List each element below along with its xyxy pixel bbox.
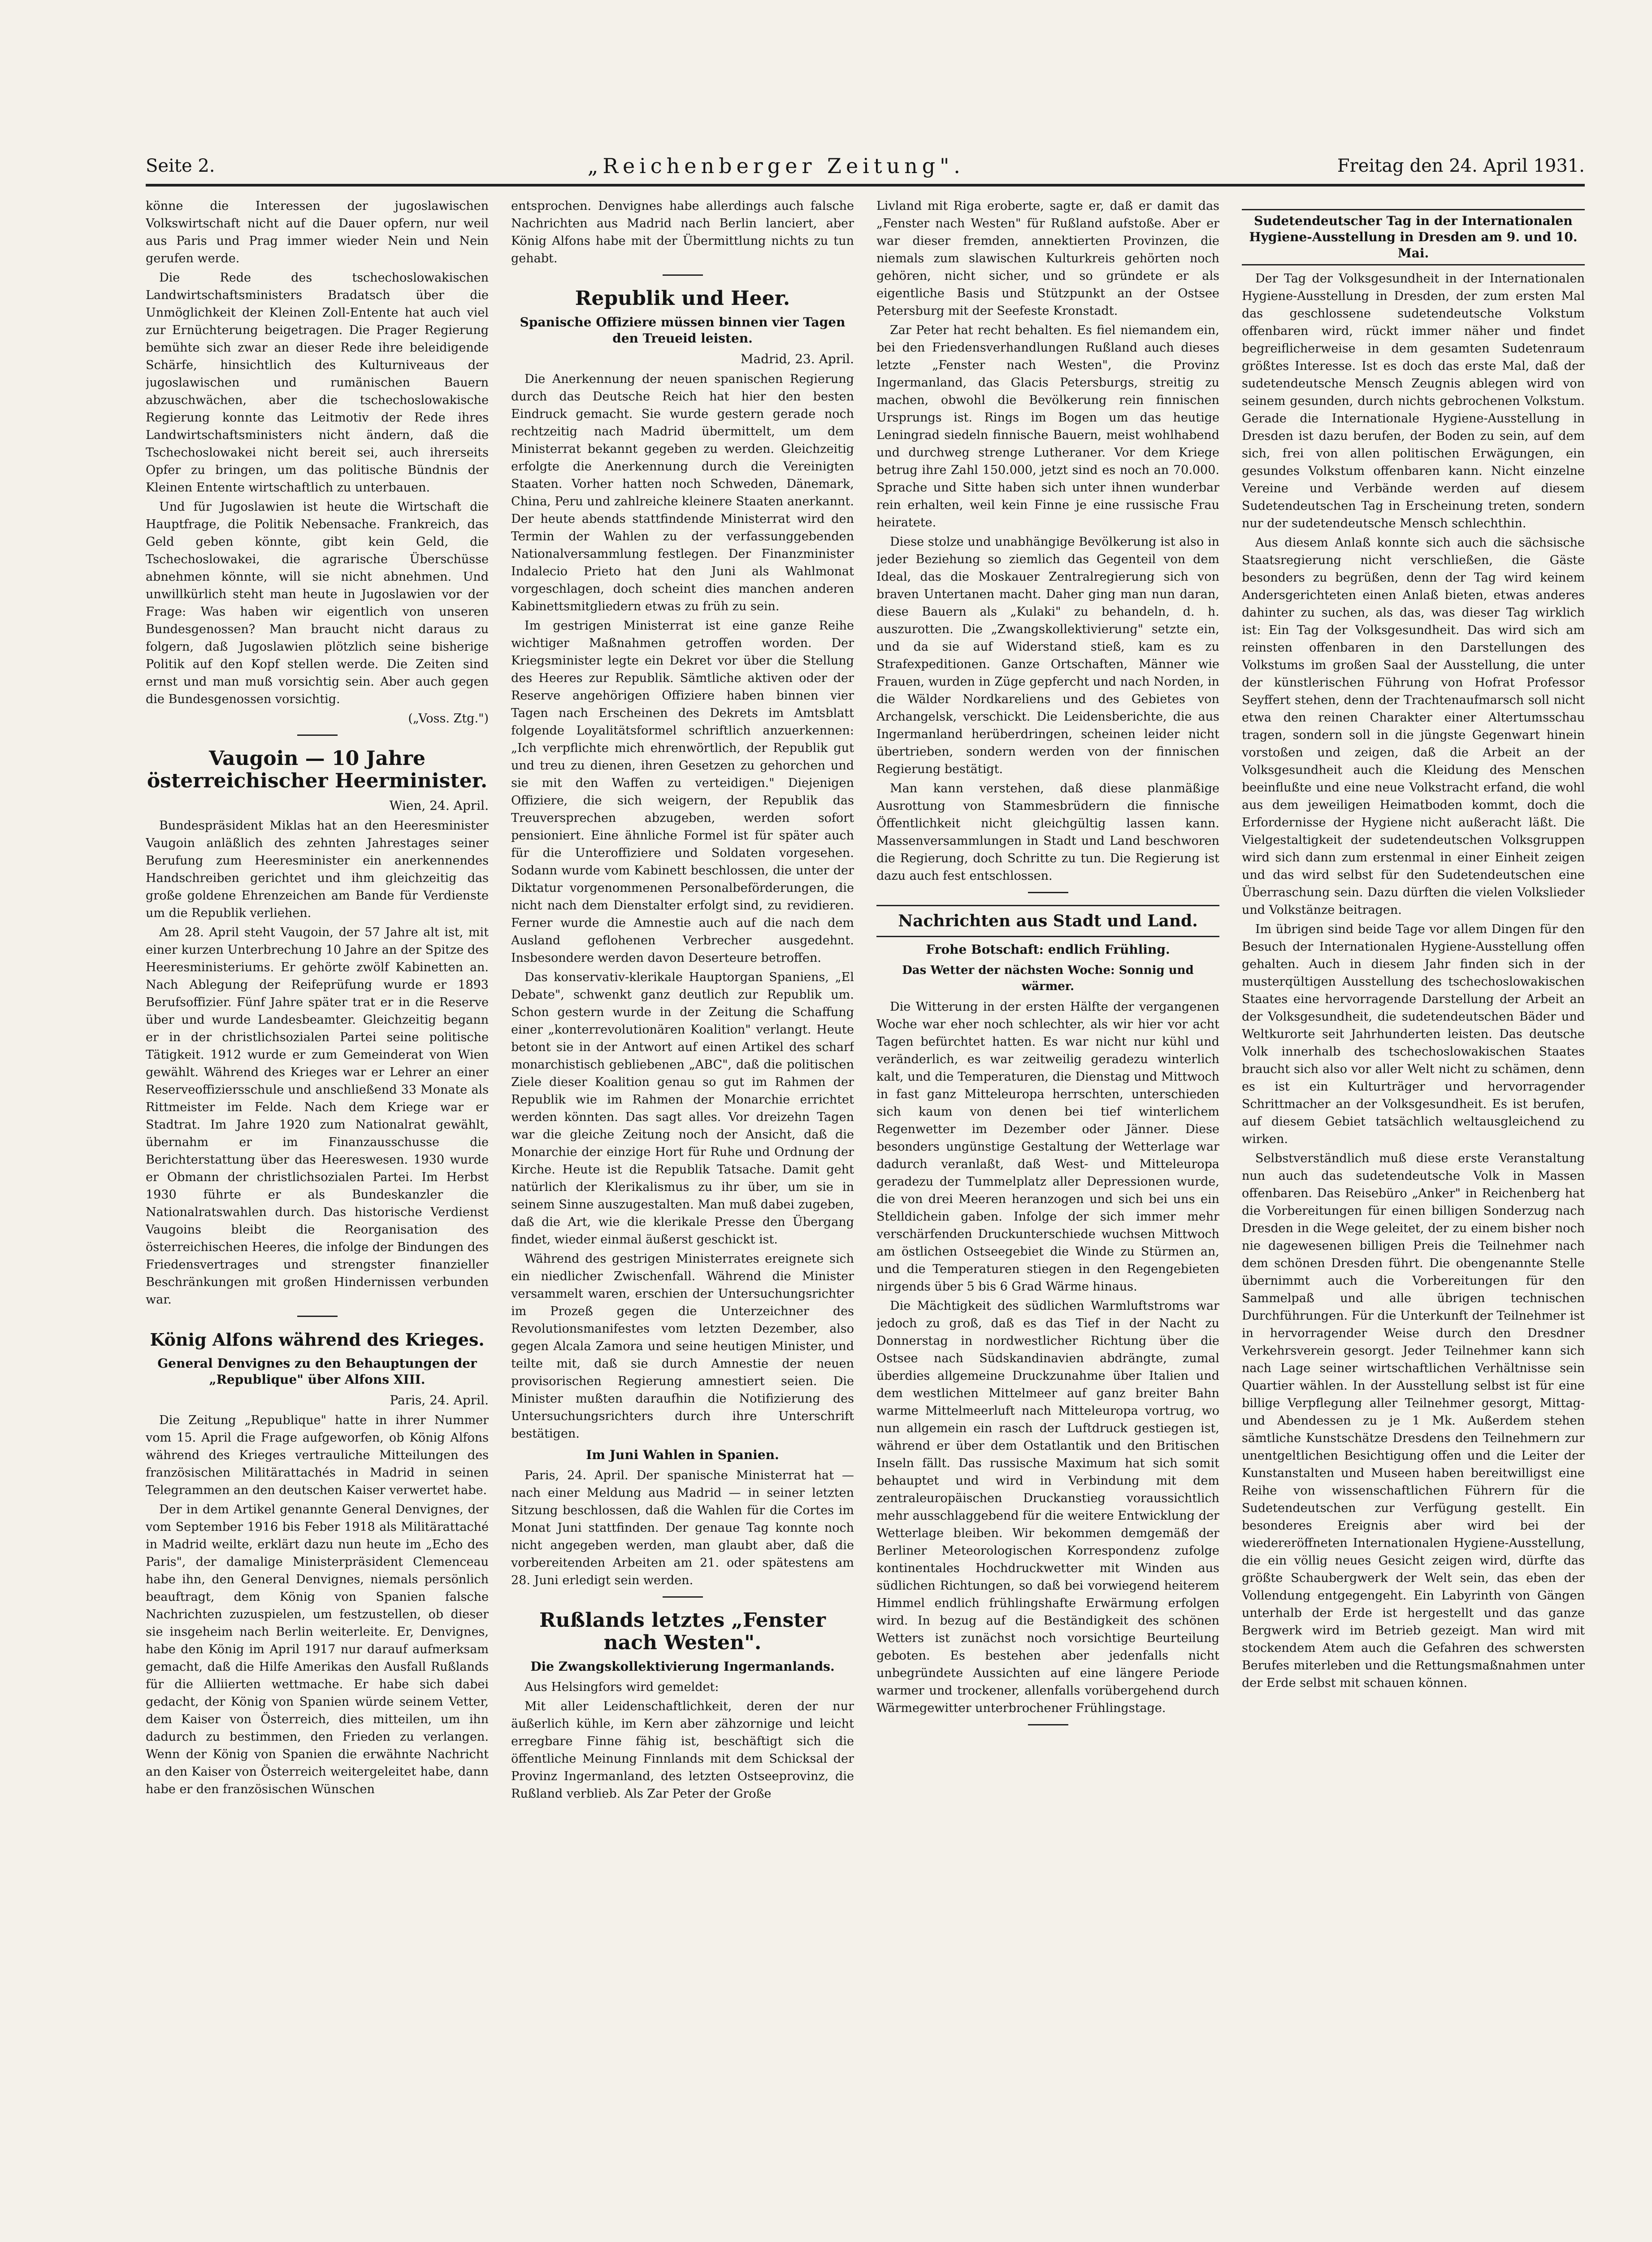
paragraph: Zar Peter hat recht behalten. Es fiel niemandem ein, bei den Friedensverhandlungen Rußland auch dieses letzte „Fenster nach Westen", die Provinz Ingermanland, das Glacis Petersburgs, streitig zu machen, obwohl die Bevölkerung rein finnischen Ursprungs ist. Rings im Bogen um das heutige Leningrad siedeln finnische Bauern, meist wohlhabend und durchweg strenge Lutheraner. Vor dem Kriege betrug ihre Zahl 150.000, jetzt sind es noch an 70.000. Sprache und Sitte haben sich unter ihnen wunderbar rein erhalten, weil kein Finne je eine russische Frau heiratete. — [876, 323, 1219, 530]
subheadline-wahlen: Im Juni Wahlen in Spanien. — [586, 1447, 779, 1462]
divider — [1028, 892, 1068, 893]
newspaper-title: „Reichenberger Zeitung". — [587, 154, 965, 178]
paragraph: Während des gestrigen Ministerrates ereignete sich ein niedlicher Zwischenfall. Während die Minister versammelt waren, erschien der Untersuchungsrichter im Prozeß gegen die Unterzeichner des Revolutionsmanifestes vom letzten Dezember, also gegen Alcala Zamora und seine heutigen Minister, und teilte mit, daß sie durch Amnestie der neuen provisorischen Regierung amnestiert seien. Die Minister mußten daraufhin die Notifizierung des Untersuchungsrichters durch ihre Unterschrift bestätigen. — [511, 1252, 854, 1441]
column-1 — [146, 197, 489, 2193]
paragraph: Diese stolze und unabhängige Bevölkerung ist also in jeder Beziehung so ziemlich das Gegenteil von dem Ideal, das die Moskauer Zentralregierung sich von braven Untertanen macht. Daher ging man nun daran, diese Bauern als „Kulaki" zu behandeln, d. h. auszurotten. Die „Zwangskollektivierung" setzte ein, und da sie auf Widerstand stieß, kam es zu Strafexpeditionen. Ganze Ortschaften, Männer wie Frauen, wurden in Züge gepfercht und nach Norden, in die Wälder Nordkareliens und des Gebietes von Archangelsk, verschickt. Die Leidensberichte, die aus Ingermanland herüberdringen, scheinen leider nicht übertrieben, sondern werden von der finnischen Regierung bestätigt. — [876, 535, 1219, 776]
paragraph: Die Anerkennung der neuen spanischen Regierung durch das Deutsche Reich hat hier den besten Eindruck gemacht. Sie wurde gestern gerade noch rechtzeitig nach Madrid übermittelt, um dem Ministerrat bekannt gegeben zu werden. Gleichzeitig erfolgte die Anerkennung durch die Vereinigten Staaten. Vorher hatten noch Schweden, Dänemark, China, Peru und zahlreiche kleinere Staaten anerkannt. Der heute abends stattfindende Ministerrat wird den Termin der Wahlen zu der verfassunggebenden Nationalversammlung festlegen. Der Finanzminister Indalecio Prieto hat den Juni als Wahlmonat vorgeschlagen, doch scheint dies manchen anderen Kabinettsmitgliedern etwas zu früh zu sein. — [511, 372, 854, 613]
headline-russland: Rußlands letztes „Fenster nach Westen". — [539, 1609, 826, 1654]
headline-vaugoin: Vaugoin — 10 Jahre österreichischer Heerminister. — [147, 747, 488, 792]
subheadline-wetter: Das Wetter der nächsten Woche: Sonnig und wärmer. — [902, 964, 1194, 993]
headline-republik: Republik und Heer. — [575, 287, 790, 310]
paragraph: Der Tag der Volksgesundheit in der Internationalen Hygiene-Ausstellung in Dresden, der zum ersten Mal das geschlossene sudetendeutsche Volkstum offenbaren wird, rückt immer näher und findet begreiflicherweise in dem gesamten Sudetenraum größtes Interesse. Ist es doch das erste Mal, daß der sudetendeutsche Mensch Zeugnis ablegen wird von seinem gesunden, durch nichts gebrochenen Volkstum. Gerade die Internationale Hygiene-Ausstellung in Dresden ist dazu berufen, der Boden zu sein, auf dem sich, frei von allen politischen Erwägungen, ein gesundes Volkstum offenbaren kann. Nicht einzelne Vereine und Verbände werden auf diesem Sudetendeutschen Tag in Erscheinung treten, sondern nur der sudetendeutsche Mensch schlechthin. — [1242, 272, 1585, 530]
paragraph: Die Zeitung „Republique" hatte in ihrer Nummer vom 15. April die Frage aufgeworfen, ob König Alfons während des Krieges vertrauliche Mitteilungen des französischen Militärattachés in Madrid in seinen Telegrammen an den deutschen Kaiser verwertet habe. — [146, 1413, 489, 1497]
running-head — [146, 148, 1585, 187]
divider — [1028, 1724, 1068, 1725]
column-2 — [511, 197, 854, 2193]
paragraph: Aus Helsingfors wird gemeldet: — [525, 1680, 719, 1694]
paragraph: Aus diesem Anlaß konnte sich auch die sächsische Staatsregierung nicht verschließen, die Gäste besonders zu begrüßen, denn der Tag wird keinem Andersgerichteten einen Anlaß bieten, etwas anderes dahinter zu suchen, als das, was dieser Tag wirklich ist: Ein Tag der Volksgesundheit. Das wird sich am reinsten offenbaren in den Darstellungen des Volkstums im großen Saal der Ausstellung, die unter der künstlerischen Führung von Hofrat Professor Seyffert stehen, denn der Trachtenaufmarsch soll nicht etwa den reinen Charakter einer Altertumsschau tragen, sondern soll in die jüngste Gegenwart hinein vorstoßen und zeigen, daß die Arbeit an der Volksgesundheit auch die Kleidung des Menschen beeinflußte und eine neue Volkstracht erfand, die wohl aus dem jeweiligen Heimatboden kommt, doch die Erfordernisse der Hygiene nicht außeracht läßt. Die Vielgestaltigkeit der sudetendeutschen Volksgruppen wird sich dann zum erstenmal in einer Einheit zeigen und das wird selbst für den Sudetendeutschen eine Überraschung sein. Dazu dürften die vielen Volkslieder und Volkstänze beitragen. — [1242, 536, 1585, 917]
dateline: Madrid, 23. April. — [740, 352, 854, 366]
newspaper-page — [146, 148, 1585, 2202]
paragraph: Am 28. April steht Vaugoin, der 57 Jahre alt ist, mit einer kurzen Unterbrechung 10 Jahre an der Spitze des Heeresministeriums. Er gehörte zwölf Kabinetten an. Nach Ablegung der Reifeprüfung wurde er 1893 Berufsoffizier. Fünf Jahre später trat er in die Reserve über und wurde Landesbeamter. Gleichzeitig begann er in der christlichsozialen Partei seine politische Tätigkeit. 1912 wurde er zum Gemeinderat von Wien gewählt. Während des Krieges war er Lehrer an einer Reserveoffiziersschule und anschließend 33 Monate als Rittmeister im Felde. Nach dem Kriege war er Stadtrat. Im Jahre 1920 zum Nationalrat gewählt, übernahm er im Finanzausschusse die Berichterstattung über das Heereswesen. 1930 wurde er Obmann der christlichsozialen Partei. Im Herbst 1930 führte er als Bundeskanzler die Nationalratswahlen durch. Das historische Verdienst Vaugoins bleibt die Reorganisation des österreichischen Heeres, die infolge der Bindungen des Friedensvertrages und strengster finanzieller Beschränkungen mit großen Hindernissen verbunden war. — [146, 925, 489, 1307]
paragraph: könne die Interessen der jugoslawischen Volkswirtschaft nicht auf die Dauer opfern, nur weil aus Paris und Prag immer wieder Nein und Nein gerufen werde. — [146, 199, 489, 265]
paragraph: Selbstverständlich muß diese erste Veranstaltung nun auch das sudetendeutsche Volk in Massen offenbaren. Das Reisebüro „Anker" in Reichenberg hat die Vorbereitungen für einen billigen Sonderzug nach Dresden in die Wege geleitet, der zu einem bisher noch nie dagewesenen billigen Preis die Teilnehmer nach dem schönen Dresden führt. Die obengenannte Stelle übernimmt auch die Vorbereitungen für den Sammelpaß und alle übrigen technischen Durchführungen. Für die Unterkunft der Teilnehmer ist in hervorragender Weise durch den Dresdner Verkehrsverein gesorgt. Jeder Teilnehmer kann sich nach Lage seiner wirtschaftlichen Verhältnisse sein Quartier wählen. In der Ausstellung selbst ist für eine billige Verpflegung aller Teilnehmer gesorgt, Mittag- und Abendessen zu je 1 Mk. Außerdem stehen sämtliche Kunstschätze Dresdens den Teilnehmern zur unentgeltlichen Besichtigung offen und die Leiter der Kunstanstalten und Museen haben bereitwilligst eine Reihe von wissenschaftlichen Führern für die Sudetendeutschen zur Verfügung gestellt. Ein besonderes Ereignis aber wird bei der wiedereröffneten Internationalen Hygiene-Ausstellung, die ein völlig neues Gesicht zeigen wird, dürfte das größte Schaubergwerk der Welt sein, das eben der Vollendung entgegengeht. Ein Labyrinth von Gängen unterhalb der Erde ist hergestellt und das ganze Bergwerk wird im Betrieb gezeigt. Man wird mit stockendem Atem auch die Gefahren des schwersten Berufes miterleben und die Rettungsmaßnahmen unter der Erde selbst mit schauen können. — [1242, 1151, 1585, 1690]
subheadline-republik: Spanische Offiziere müssen binnen vier Tagen den Treueid leisten. — [520, 315, 846, 346]
paragraph: Mit aller Leidenschaftlichkeit, deren der nur äußerlich kühle, im Kern aber zähzornige und leicht erregbare Finne fähig ist, beschäftigt sich die öffentliche Meinung Finnlands mit dem Schicksal der Provinz Ingermanland, des letzten Ostseeprovinz, die Rußland verblieb. Als Zar Peter der Große — [511, 1699, 854, 1801]
columns — [146, 197, 1585, 2193]
source-credit: („Voss. Ztg.") — [408, 712, 489, 726]
page-number: Seite 2. — [146, 156, 215, 176]
divider — [297, 734, 338, 736]
paragraph: Die Mächtigkeit des südlichen Warmluftstroms war jedoch zu groß, daß es das Tief in der Nacht zu Donnerstag in nordwestlicher Richtung über die Ostsee nach Südskandinavien abdrängte, zumal überdies allgemeine Druckzunahme über Italien und dem westlichen Mittelmeer auf ganz breiter Bahn warme Mittelmeerluft nach Mitteleuropa vortrug, wo nun allgemein ein rasch der Luftdruck gestiegen ist, während er über dem Ostatlantik und den Britischen Inseln fällt. Das russische Maximum hat sich somit behauptet und wird in Verbindung mit dem zentraleuropäischen Druckanstieg voraussichtlich mehr ausschlaggebend für die weitere Entwicklung der Wetterlage bleiben. Wir bekommen demgemäß der Berliner Meteorologischen Korrespondenz zufolge kontinentales Hochdruckwetter mit Winden aus südlichen Richtungen, so daß bei vorwiegend heiterem Himmel endlich frühlingshafte Erwärmung erfolgen wird. In bezug auf die Beständigkeit des schönen Wetters ist zunächst noch vorsichtige Beurteilung geboten. Es bestehen aber jedenfalls nicht unbegründete Aussichten auf eine längere Periode warmer und trockener, allenfalls vorübergehend durch Wärmegewitter unterbrochener Frühlingstage. — [876, 1299, 1219, 1715]
dateline: Paris, 24. April. — [390, 1393, 489, 1408]
paragraph: Man kann verstehen, daß diese planmäßige Ausrottung von Stammesbrüdern die finnische Öffentlichkeit nicht gleichgültig lassen kann. Massenversammlungen in Stadt und Land beschworen die Regierung, doch Schritte zu tun. Die Regierung ist dazu auch fest entschlossen. — [876, 782, 1219, 883]
subheadline-russland: Die Zwangskollektivierung Ingermanlands. — [530, 1659, 835, 1674]
subheadline-alfons: General Denvignes zu den Behauptungen der „Republique" über Alfons XIII. — [157, 1356, 477, 1387]
section-heading-nachrichten: Nachrichten aus Stadt und Land. — [876, 905, 1219, 937]
paragraph: Bundespräsident Miklas hat an den Heeresminister Vaugoin anläßlich des zehnten Jahrestages seiner Berufung zum Heeresminister ein anerkennendes Handschreiben gerichtet und ihm gleichzeitig das große goldene Ehrenzeichen am Bande für Verdienste um die Republik verliehen. — [146, 819, 489, 920]
dateline: Wien, 24. April. — [389, 798, 489, 813]
divider — [297, 1316, 338, 1317]
column-4 — [1242, 197, 1585, 2193]
divider — [663, 274, 703, 276]
divider — [663, 1596, 703, 1598]
paragraph: Im gestrigen Ministerrat ist eine ganze Reihe wichtiger Maßnahmen getroffen worden. Der Kriegsminister legte ein Dekret vor über die Stellung des Heeres zur Republik. Sämtliche aktiven oder der Reserve angehörigen Offiziere haben binnen vier Tagen nach Erscheinen des Dekrets im Amtsblatt folgende Loyalitätsformel schriftlich anzuerkennen: „Ich verpflichte mich ehrenwörtlich, der Republik gut und treu zu dienen, ihren Gesetzen zu gehorchen und sie mit den Waffen zu verteidigen." Diejenigen Offiziere, die sich weigern, der Republik das Treuversprechen abzugeben, werden sofort pensioniert. Eine ähnliche Formel ist für später auch für die Unteroffiziere und Soldaten vorgesehen. Sodann wurde vom Kabinett beschlossen, die unter der Diktatur vorgenommenen Personalbeförderungen, die nicht nach dem Dienstalter erfolgt sind, zu revidieren. Ferner wurde die Amnestie auch auf die nach dem Ausland geflohenen Verbrecher ausgedehnt. Insbesondere werden davon Deserteure betroffen. — [511, 619, 854, 965]
subheadline-fruehling: Frohe Botschaft: endlich Frühling. — [926, 942, 1170, 957]
paragraph: Das konservativ-klerikale Hauptorgan Spaniens, „El Debate", schwenkt ganz deutlich zur Republik um. Schon gestern wurde in der Zeitung die Schaffung einer „konterrevolutionären Koalition" verlangt. Heute betont sie in der Antwort auf einen Artikel des scharf monarchistisch gebliebenen „ABC", daß die politischen Ziele dieser Koalition genau so gut im Rahmen der Republik wie im Rahmen der Monarchie errichtet werden könnten. Das sagt alles. Vor dreizehn Tagen war die gleiche Zeitung noch der Ansicht, daß die Monarchie der einzige Hort für Ruhe und Ordnung der Kirche. Heute ist die Republik Tatsache. Damit geht natürlich der Klerikalismus zu ihr über, um sie in seinem Sinne auszugestalten. Man muß dabei zugeben, daß die Art, wie die klerikale Presse den Übergang findet, wieder einmal äußerst geschickt ist. — [511, 970, 854, 1247]
paragraph: Und für Jugoslawien ist heute die Wirtschaft die Hauptfrage, die Politik Nebensache. Frankreich, das Geld geben könnte, gibt kein Geld, die Tschechoslowakei, die agrarische Überschüsse abnehmen könnte, will sie nicht abnehmen. Und unwillkürlich steht man heute in Jugoslawien vor der Frage: Was haben wir eigentlich von unseren Bundesgenossen? Man braucht nicht daraus zu folgern, daß Jugoslawien plötzlich seine bisherige Politik auf den Kopf stellen werde. Die Zeiten sind ernst und man muß vorsichtig sein. Aber auch gegen die Bundesgenossen vorsichtig. — [146, 500, 489, 706]
paragraph: Livland mit Riga eroberte, sagte er, daß er damit das „Fenster nach Westen" für Rußland aufstoße. Aber er war dieser fremden, annektierten Provinzen, die niemals zum slawischen Kulturkreis gehörten noch gehören, nicht sicher, und so gründete er als eigentliche Basis und Stützpunkt an der Ostsee Petersburg mit der Seefeste Kronstadt. — [876, 199, 1219, 318]
paragraph: Im übrigen sind beide Tage vor allem Dingen für den Besuch der Internationalen Hygiene-Ausstellung offen gehalten. Auch in diesem Jahr finden sich in der musterqültigen Ausstellung des tschechoslowakischen Staates eine hervorragende Darstellung der Arbeit an der Volksgesundheit, die sudetendeutschen Bäder und Weltkurorte seit Jahrhunderten leisten. Das deutsche Volk innerhalb des tschechoslowakischen Staates braucht sich also vor aller Welt nicht zu schämen, denn es ist ein Kulturträger und hervorragender Schrittmacher an der Volksgesundheit. Es ist berufen, auf diesem Gebiet tatsächlich weltausgleichend zu wirken. — [1242, 922, 1585, 1146]
issue-date: Freitag den 24. April 1931. — [1337, 156, 1585, 176]
paragraph: Die Witterung in der ersten Hälfte der vergangenen Woche war eher noch schlechter, als wir hier vor acht Tagen befürchtet hatten. Es war nicht nur kühl und veränderlich, es war zeitweilig geradezu winterlich kalt, und die Temperaturen, die Dienstag und Mittwoch in fast ganz Mitteleuropa herrschten, unterschieden sich kaum von denen bei tief winterlichem Regenwetter im Dezember oder Jänner. Diese besonders ungünstige Gestaltung der Wetterlage war dadurch veranlaßt, daß West- und Mitteleuropa geradezu der Tummelplatz aller Depressionen wurde, die von drei Meeren heranzogen und sich bei uns ein Stelldichein gaben. Infolge der sich immer mehr verschärfenden Druckunterschiede wuchsen Mittwoch am östlichen Ostseegebiet die Winde zu Stürmen an, und die Temperaturen stiegen in den Regengebieten nirgends über 5 bis 6 Grad Wärme hinaus. — [876, 1000, 1219, 1294]
paragraph: Paris, 24. April. Der spanische Ministerrat hat — nach einer Meldung aus Madrid — in seiner letzten Sitzung beschlossen, daß die Wahlen für die Cortes im Monat Juni stattfinden. Der genaue Tag konnte noch nicht angegeben werden, man glaubt aber, daß die vorbereitenden Arbeiten am 21. oder spätestens am 28. Juni erledigt sein werden. — [511, 1469, 854, 1587]
paragraph: entsprochen. Denvignes habe allerdings auch falsche Nachrichten aus Madrid nach Berlin lanciert, aber König Alfons habe mit der Übermittlung nichts zu tun gehabt. — [511, 199, 854, 265]
paragraph: Die Rede des tschechoslowakischen Landwirtschaftsministers Bradatsch über die Unmöglichkeit der Kleinen Zoll-Entente hat auch viel zur Ernüchterung beigetragen. Die Prager Regierung bemühte sich zwar an dieser Rede ihre beleidigende Schärfe, hinsichtlich des Kulturniveaus der jugoslawischen und rumänischen Bauern abzuschwächen, aber die tschechoslowakische Regierung konnte das Leitmotiv der Rede ihres Landwirtschaftsministers nicht ändern, daß die Tschechoslowakei nicht bereit sei, auch ihrerseits Opfer zu bringen, um das politische Bündnis der Kleinen Entente wirtschaftlich zu unterbauen. — [146, 271, 489, 495]
paragraph: Der in dem Artikel genannte General Denvignes, der vom September 1916 bis Feber 1918 als Militärattaché in Madrid weilte, erklärt dazu nun heute im „Echo des Paris", der damalige Ministerpräsident Clemenceau habe ihn, den General Denvignes, niemals persönlich beauftragt, dem König von Spanien falsche Nachrichten zuzuspielen, um festzustellen, ob dieser sie insgeheim nach Berlin weiterleite. Er, Denvignes, habe den König im April 1917 nur darauf aufmerksam gemacht, daß die Hilfe Amerikas den Ausfall Rußlands für die Alliierten wettmache. Er habe sich dabei gedacht, der König von Spanien würde seinem Vetter, dem Kaiser von Österreich, dies mitteilen, um ihn dadurch zu bestimmen, den Frieden zu verlangen. Wenn der König von Spanien die erwähnte Nachricht an den Kaiser von Österreich weitergeleitet habe, dann habe er den französischen Wünschen — [146, 1503, 489, 1796]
column-3 — [876, 197, 1219, 2193]
headline-ausstellung: Sudetendeutscher Tag in der Internationalen Hygiene-Ausstellung in Dresden am 9. und 10. Mai. — [1242, 209, 1585, 265]
headline-alfons: König Alfons während des Krieges. — [150, 1330, 485, 1350]
